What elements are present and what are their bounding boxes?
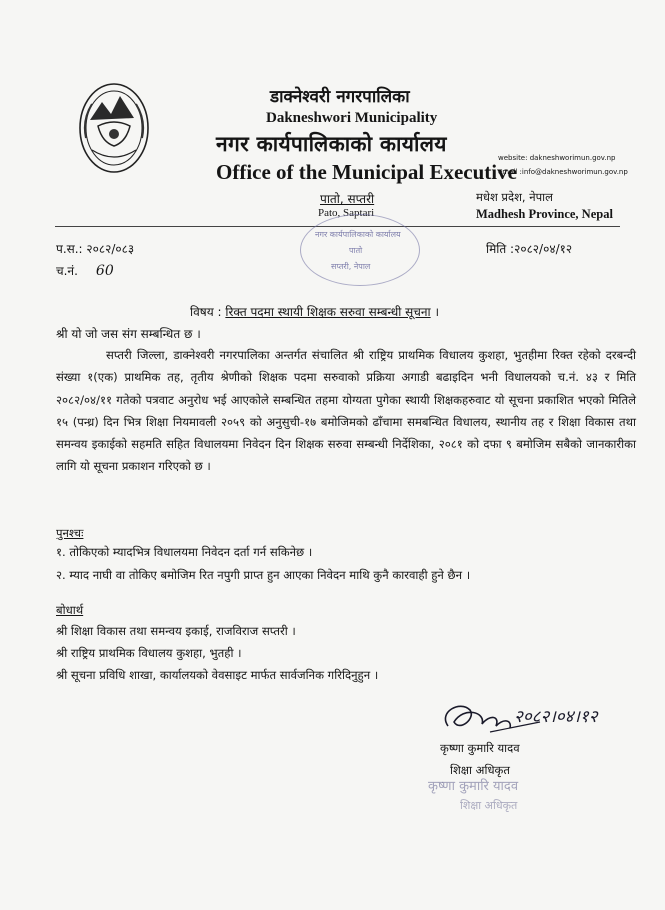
province-english: Madhesh Province, Nepal <box>476 207 613 221</box>
signatory-title: शिक्षा अधिकृत <box>450 763 510 777</box>
office-stamp <box>300 214 420 286</box>
subject-end: । <box>434 305 440 319</box>
signatory-stamp-title: शिक्षा अधिकृत <box>460 799 518 812</box>
postscript-item-2: २. म्याद नाघी वा तोकिए बमोजिम रित नपुगी प्राप्त हुन आएका निवेदन माथि कुनै कारवाही हुने छैन । <box>56 568 471 582</box>
subject-text: रिक्त पदमा स्थायी शिक्षक सरुवा सम्बन्धी सूचना <box>225 305 431 319</box>
stamp-line-2: पातो <box>349 246 363 255</box>
stamp-line-1: नगर कार्यपालिकाको कार्यालय <box>315 230 401 239</box>
salutation: श्री यो जो जस संग सम्बन्धित छ । <box>56 327 201 341</box>
municipality-name-english: Dakneshwori Municipality <box>266 110 438 126</box>
dispatch-value: 60 <box>95 263 114 279</box>
letter-body: सप्तरी जिल्ला, डाक्नेश्वरी नगरपालिका अन्तर्गत संचालित श्री राष्ट्रिय प्राथमिक विधालय कुशहा, भुतहीमा रिक्त रहेको दरबन्दी संख्या १(एक) प्राथमिक तह, तृतीय श्रेणीको शिक्षक पदमा सरुवाको प्रक्रिया अगाडी बढाइदिन भनी विधालयको च.नं. ४३ र मिति २०८२/०४/११ गतेको पत्रवाट अनुरोध भई आएकोले सम्बन्धित तहमा योग्यता पुगेका स्थायी शिक्षकहरुवाट यो सूचना प्रकाशित भएको मितिले १५ (पन्ध्र) दिन भित्र शिक्षा नियमावली २०५९ को अनुसुची-१७ बमोजिमको ढाँचामा समबन्धित विधालय, स्थानीय तह र शिक्षा विकास तथा समन्वय इकाईको सहमति सहित विधालयमा निवेदन दिन शिक्षक सरुवा सम्बन्धी निर्देशिका, २०८१ को दफा ९ बमोजिम सबैको जानकारीका लागि यो सूचना प्रकाशन गरिएको छ । <box>56 348 636 474</box>
signatory-name: कृष्णा कुमारि यादव <box>440 741 520 755</box>
copy-to-item-3: श्री सूचना प्रविधि शाखा, कार्यालयको वेवसाइट मार्फत सार्वजनिक गरिदिनुहुन । <box>56 668 379 682</box>
signatory-stamp-name: कृष्णा कुमारि यादव <box>428 779 519 794</box>
office-name-devanagari: नगर कार्यपालिकाको कार्यालय <box>216 132 447 156</box>
copy-to-item-2: श्री राष्ट्रिय प्राथमिक विधालय कुशहा, भुतही । <box>56 646 242 660</box>
municipality-name-devanagari: डाक्नेश्वरी नगरपालिका <box>270 87 410 107</box>
municipality-emblem-icon <box>78 80 150 180</box>
signature-date: २०८२।०४।१२ <box>514 707 598 727</box>
postscript-heading: पुनश्चः <box>56 526 84 540</box>
copy-to-item-1: श्री शिक्षा विकास तथा समन्वय इकाई, राजविराज सप्तरी । <box>56 624 296 638</box>
subject-line <box>190 303 439 320</box>
reference-number: प.स.: २०८२/०८३ <box>56 242 135 256</box>
postscript-item-1: १. तोकिएको म्यादभित्र विधालयमा निवेदन दर्ता गर्न सकिनेछ । <box>56 545 313 559</box>
province-devanagari: मधेश प्रदेश, नेपाल <box>476 190 553 204</box>
office-name-english: Office of the Municipal Executive <box>216 160 517 184</box>
stamp-line-3: सप्तरी, नेपाल <box>331 262 371 271</box>
letter-date: मिति :२०८२/०४/१२ <box>486 242 573 256</box>
subject-label: विषय : <box>190 305 222 319</box>
dispatch-label: च.नं. <box>56 264 78 278</box>
dispatch-number <box>56 262 114 279</box>
email-text: email :info@dakneshworimun.gov.np <box>498 168 628 176</box>
website-text: website: dakneshworimun.gov.np <box>498 154 616 162</box>
location-english: Pato, Saptari <box>318 207 375 219</box>
handwritten-signature <box>430 692 615 747</box>
location-devanagari: पातो, सप्तरी <box>320 192 375 206</box>
copy-to-heading: बोधार्थ <box>56 603 84 617</box>
